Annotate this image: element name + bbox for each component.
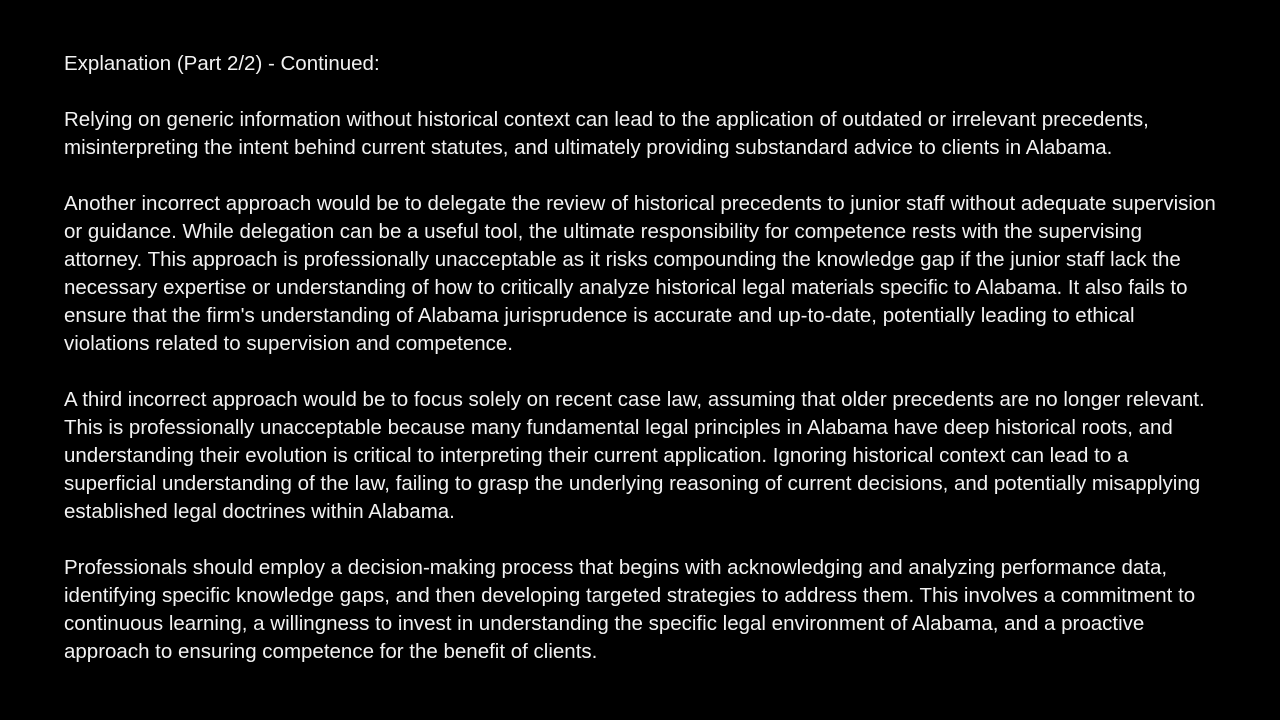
paragraph-generic-information: Relying on generic information without historical context can lead to the application of outdated or irrelevant precedents, misinterpreting the intent behind current statutes, and ultimately providing substandard advice to clients in Alabama. [64,108,1149,159]
document-body [64,50,1224,666]
section-heading: Explanation (Part 2/2) - Continued: [64,52,380,75]
paragraph-delegation: Another incorrect approach would be to delegate the review of historical precedents to junior staff without adequate supervision or guidance. While delegation can be a useful tool, the ultimate responsibility for competence rests with the supervising attorney. This approach is professionally unacceptable as it risks compounding the knowledge gap if the junior staff lack the necessary expertise or understanding of how to critically analyze historical legal materials specific to Alabama. It also fails to ensure that the firm's understanding of Alabama jurisprudence is accurate and up-to-date, potentially leading to ethical violations related to supervision and competence. [64,192,1216,355]
paragraph-decision-making: Professionals should employ a decision-making process that begins with acknowledging and analyzing performance data, identifying specific knowledge gaps, and then developing targeted strategies to address them. This involves a commitment to continuous learning, a willingness to invest in understanding the specific legal environment of Alabama, and a proactive approach to ensuring competence for the benefit of clients. [64,556,1196,663]
paragraph-recent-case-law: A third incorrect approach would be to focus solely on recent case law, assuming that older precedents are no longer relevant. This is professionally unacceptable because many fundamental legal principles in Alabama have deep historical roots, and understanding their evolution is critical to interpreting their current application. Ignoring historical context can lead to a superficial understanding of the law, failing to grasp the underlying reasoning of current decisions, and potentially misapplying established legal doctrines within Alabama. [64,388,1205,523]
